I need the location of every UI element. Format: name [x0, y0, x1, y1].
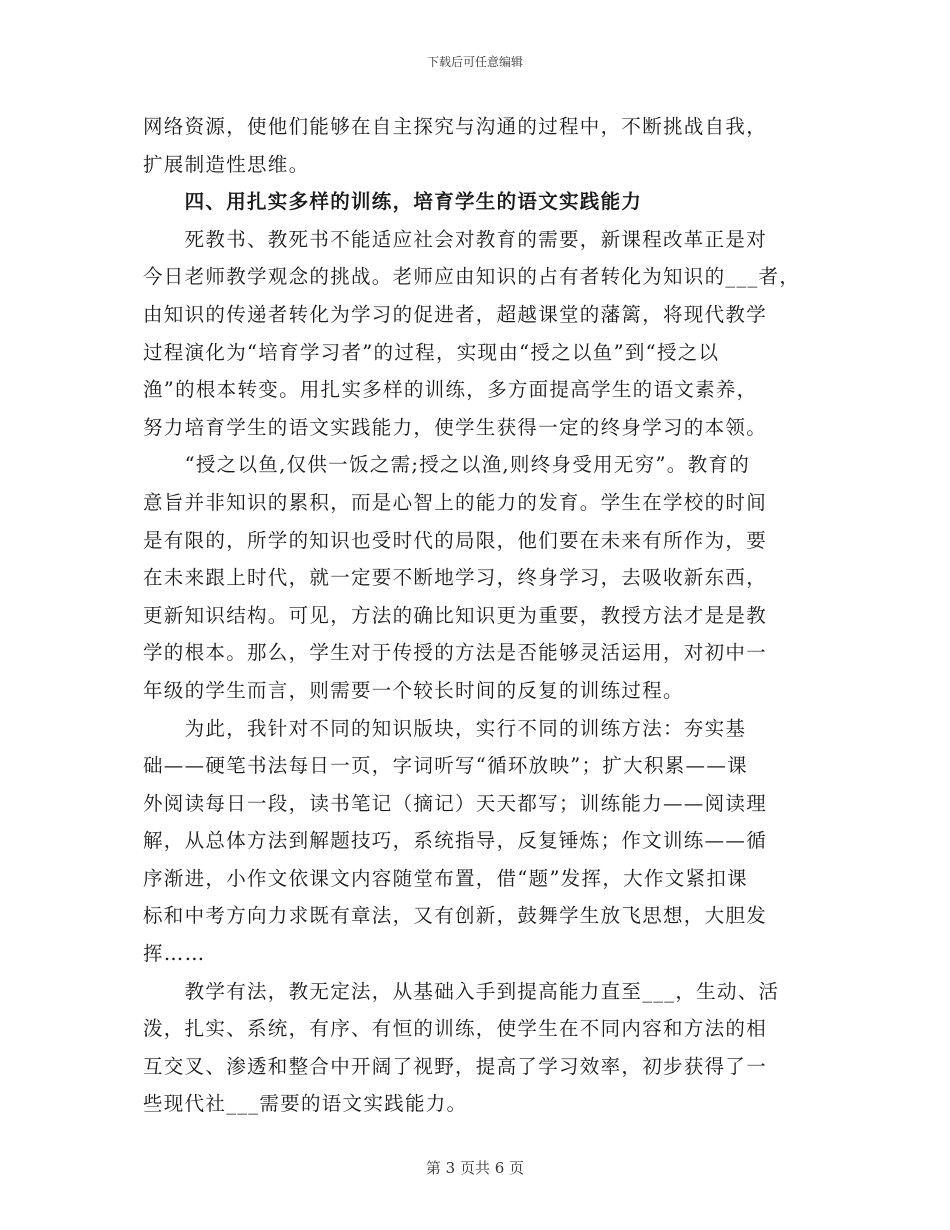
- text-line: 年级的学生而言，则需要一个较长时间的反复的训练过程。: [143, 678, 684, 702]
- text-line: 渔”的根本转变。用扎实多样的训练，多方面提高学生的语文素养，: [143, 378, 758, 402]
- text-line: 础——硬笔书法每日一页，字词听写“循环放映”；扩大积累——课: [143, 754, 748, 778]
- text-line: 更新知识结构。可见，方法的确比知识更为重要，教授方法才是是教: [143, 603, 768, 627]
- text-line: 为此，我针对不同的知识版块，实行不同的训练方法：夯实基: [143, 716, 747, 740]
- section-heading: 四、用扎实多样的训练，培育学生的语文实践能力: [143, 190, 643, 214]
- text-line: 是有限的，所学的知识也受时代的局限，他们要在未来有所作为，要: [143, 528, 768, 552]
- text-line: 由知识的传递者转化为学习的促进者，超越课堂的藩篱，将现代教学: [143, 302, 768, 326]
- text-line: 今日老师教学观念的挑战。老师应由知识的占有者转化为知识的___者，: [143, 265, 801, 289]
- text-line: 过程演化为“培育学习者”的过程，实现由“授之以鱼”到“授之以: [143, 340, 720, 364]
- text-line: 标和中考方向力求既有章法，又有创新，鼓舞学生放飞思想，大胆发: [143, 904, 768, 928]
- text-line: 扩展制造性思维。: [143, 152, 310, 176]
- text-line: 死教书、教死书不能适应社会对教育的需要，新课程改革正是对: [143, 227, 768, 251]
- text-line: 教学有法，教无定法，从基础入手到提高能力直至___，生动、活: [143, 979, 780, 1003]
- page-header: 下载后可任意编辑: [426, 55, 523, 69]
- text-line: 序渐进，小作文依课文内容随堂布置，借“题”发挥，大作文紧扣课: [143, 866, 748, 890]
- text-line: 些现代社___需要的语文实践能力。: [143, 1092, 468, 1116]
- text-line: 在未来跟上时代，就一定要不断地学习，终身学习，去吸收新东西，: [143, 566, 768, 590]
- text-line: 挥……: [143, 942, 206, 966]
- text-line: 学的根本。那么，学生对于传授的方法是否能够灵活运用，对初中一: [143, 641, 768, 665]
- text-line: 外阅读每日一段，读书笔记（摘记）天天都写；训练能力——阅读理: [143, 791, 768, 815]
- text-line: 网络资源，使他们能够在自主探究与沟通的过程中，不断挑战自我，: [143, 115, 768, 138]
- page-footer: 第 3 页共 6 页: [425, 1159, 525, 1177]
- text-line: 互交叉、渗透和整合中开阔了视野，提高了学习效率，初步获得了一: [143, 1054, 768, 1078]
- text-line: 解，从总体方法到解题技巧，系统指导，反复锤炼；作文训练——循: [143, 829, 768, 853]
- text-line: 努力培育学生的语文实践能力，使学生获得一定的终身学习的本领。: [143, 415, 768, 439]
- text-line: 泼，扎实、系统，有序、有恒的训练，使学生在不同内容和方法的相: [143, 1017, 768, 1041]
- text-line: 意旨并非知识的累积，而是心智上的能力的发育。学生在学校的时间: [143, 490, 768, 514]
- document-body: [143, 108, 823, 1123]
- text-line: “授之以鱼,仅供一饭之需;授之以渔,则终身受用无穷”。教育的: [143, 453, 751, 477]
